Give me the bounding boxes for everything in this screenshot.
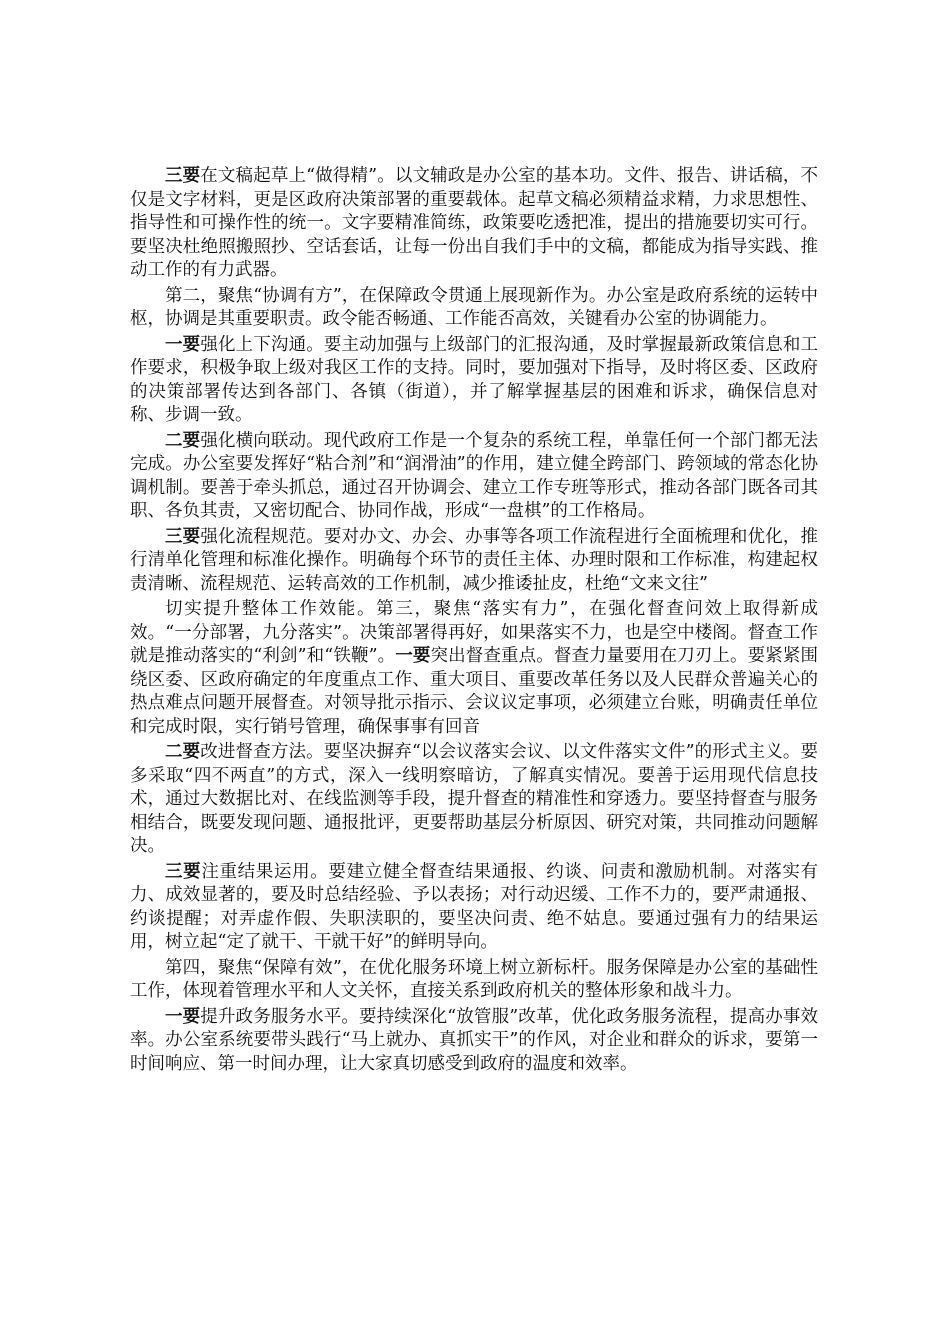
paragraph-8 bbox=[130, 861, 818, 955]
paragraph-lead: 三要 bbox=[165, 861, 202, 882]
paragraph-4 bbox=[130, 430, 818, 524]
document-body bbox=[130, 165, 818, 1078]
paragraph-text: 突出督查重点。督查力量要用在刀刃上。要紧紧围绕区委、区政府确定的年度重点工作、重大项目、重要改革任务以及人民群众普遍关心的热点难点问题开展督查。对领导批示指示、会议议定事项，必须建立台账，明确责任单位和完成时限，实行销号管理，确保事事有回音 bbox=[130, 646, 819, 737]
paragraph-text: 第四，聚焦“保障有效”，在优化服务环境上树立新标杆。服务保障是办公室的基础性工作，体现着管理水平和人文关怀，直接关系到政府机关的整体形象和战斗力。 bbox=[130, 957, 818, 1001]
paragraph-lead: 一要 bbox=[395, 646, 431, 666]
paragraph-lead: 三要 bbox=[165, 526, 201, 547]
paragraph-text: 第二，聚焦“协调有方”，在保障政令贯通上展现新作为。办公室是政府系统的运转中枢，协调是其重要职责。政令能否畅通、工作能否高效，关键看办公室的协调能力。 bbox=[130, 285, 818, 329]
paragraph-9 bbox=[130, 957, 818, 1004]
paragraph-text: 在文稿起草上“做得精”。以文辅政是办公室的基本功。文件、报告、讲话稿，不仅是文字材料，更是区政府决策部署的重要载体。起草文稿必须精益求精，力求思想性、指导性和可操作性的统一。文字要精准简练，政策要吃透把准，提出的措施要切实可行。要坚决杜绝照搬照抄、空话套话，让每一份出自我们手中的文稿，都能成为指导实践、推动工作的有力武器。 bbox=[130, 166, 819, 280]
paragraph-text: 提升政务服务水平。要持续深化“放管服”改革，优化政务服务流程，提高办事效率。办公室系统要带头践行“马上就办、真抓实干”的作风，对企业和群众的诉求，要第一时间响应、第一时间办理，让大家真切感受到政府的温度和效率。 bbox=[130, 1006, 819, 1074]
paragraph-lead: 二要 bbox=[165, 430, 201, 451]
paragraph-2 bbox=[130, 285, 818, 332]
paragraph-text: 改进督查方法。要坚决摒弃“以会议落实会议、以文件落实文件”的形式主义。要多采取“四不两直”的方式，深入一线明察暗访，了解真实情况。要善于运用现代信息技术，通过大数据比对、在线监测等手段，提升督查的精准性和穿透力。要坚持督查与服务相结合，既要发现问题、通报批评，更要帮助基层分析原因、研究对策，共同推动问题解决。 bbox=[130, 742, 819, 856]
paragraph-lead: 三要 bbox=[165, 166, 201, 186]
paragraph-5 bbox=[130, 526, 818, 597]
paragraph-text: 强化横向联动。现代政府工作是一个复杂的系统工程，单靠任何一个部门都无法完成。办公室要发挥好“粘合剂”和“润滑油”的作用，建立健全跨部门、跨领域的常态化协调机制。要善于牵头抓总，通过召开协调会、建立工作专班等形式，推动各部门既各司其职、各负其责，又密切配合、协同作战，形成“一盘棋”的工作格局。 bbox=[130, 430, 819, 521]
paragraph-text: 强化流程规范。要对办文、办会、办事等各项工作流程进行全面梳理和优化，推行清单化管理和标准化操作。明确每个环节的责任主体、办理时限和工作标准，构建起权责清晰、流程规范、运转高效的工作机制，减少推诿扯皮，杜绝“文来文往” bbox=[130, 526, 819, 594]
paragraph-text: 切实提升整体工作效能。第三，聚焦“落实有力”，在强化督查问效上取得新成效。“一分部署，九分落实”。决策部署得再好，如果落实不力，也是空中楼阁。督查工作就是推动落实的“利剑”和“铁鞭”。 bbox=[130, 599, 818, 666]
paragraph-7 bbox=[130, 741, 818, 859]
paragraph-text: 注重结果运用。要建立健全督查结果通报、约谈、问责和激励机制。对落实有力、成效显著的，要及时总结经验、予以表扬；对行动迟缓、工作不力的，要严肃通报、约谈提醒；对弄虚作假、失职渎职的，要坚决问责、绝不姑息。要通过强有力的结果运用，树立起“定了就干、干就干好”的鲜明导向。 bbox=[130, 861, 819, 952]
paragraph-lead: 一要 bbox=[165, 334, 201, 355]
paragraph-lead: 二要 bbox=[165, 742, 201, 762]
paragraph-3 bbox=[130, 334, 818, 428]
paragraph-text: 强化上下沟通。要主动加强与上级部门的汇报沟通，及时掌握最新政策信息和工作要求，积极争取上级对我区工作的支持。同时，要加强对下指导，及时将区委、区政府的决策部署传达到各部门、各镇（街道），并了解掌握基层的困难和诉求，确保信息对称、步调一致。 bbox=[130, 334, 819, 425]
paragraph-lead: 一要 bbox=[165, 1006, 201, 1027]
paragraph-1 bbox=[130, 165, 818, 283]
paragraph-6 bbox=[130, 598, 818, 739]
paragraph-10 bbox=[130, 1006, 818, 1077]
